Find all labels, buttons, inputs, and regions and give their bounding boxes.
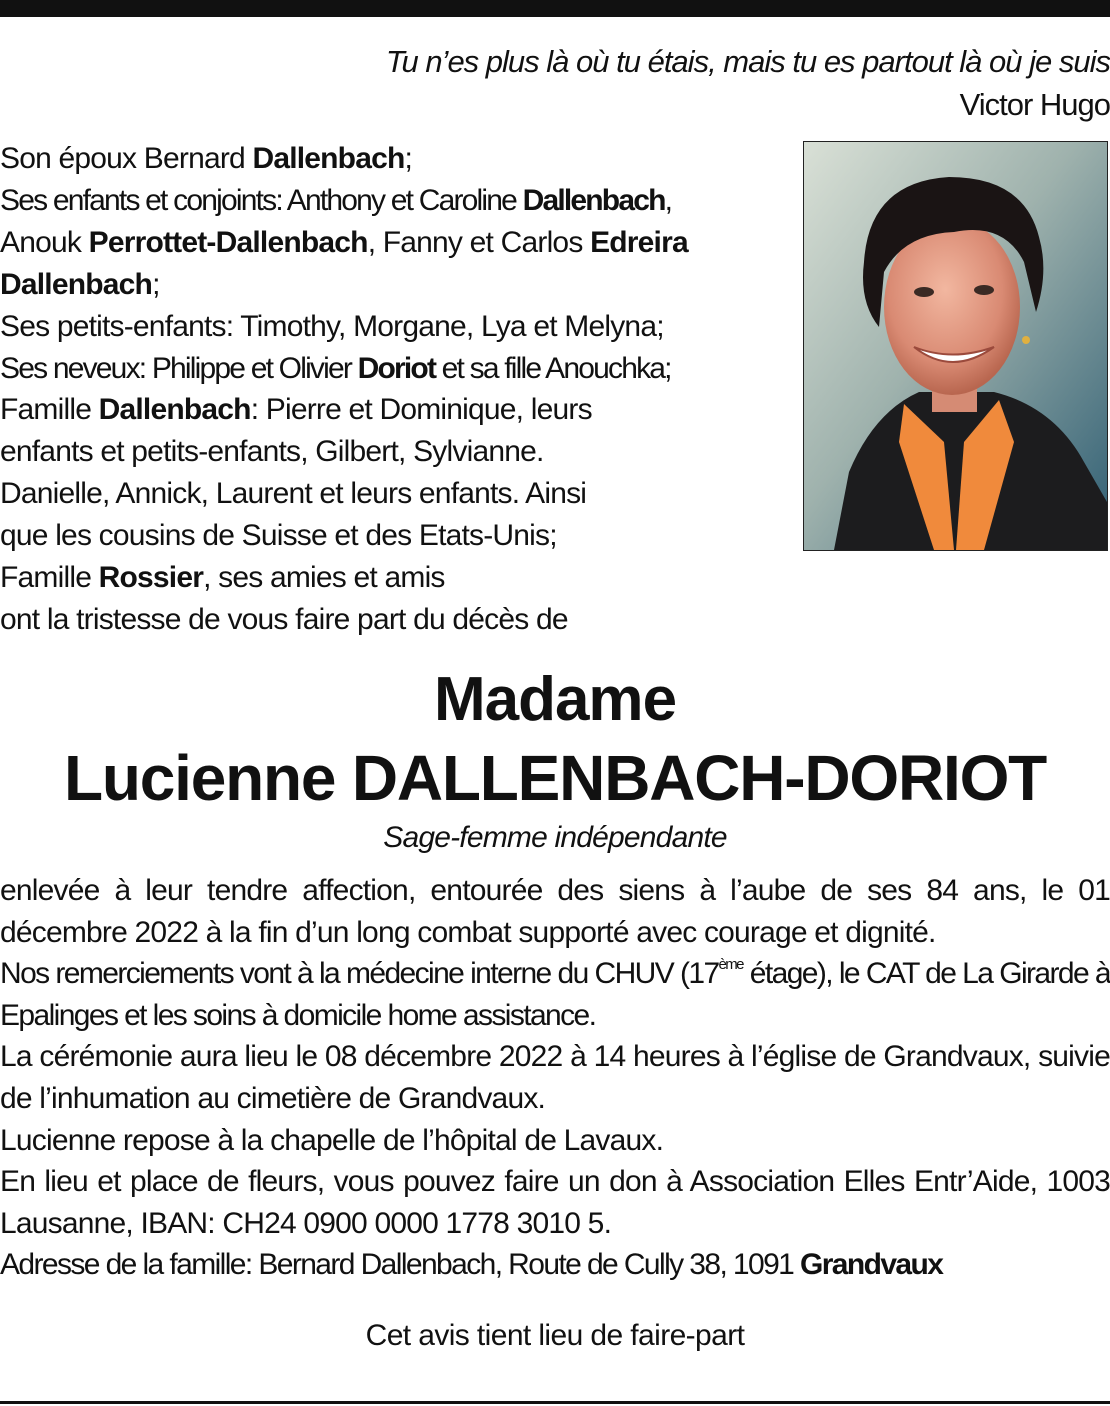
paragraph-resting: Lucienne repose à la chapelle de l’hôpital de Lavaux.: [0, 1123, 664, 1157]
text: ;: [152, 267, 160, 301]
text: ;: [404, 142, 413, 175]
family-line: Danielle, Annick, Laurent et leurs enfants. Ainsi: [0, 477, 587, 511]
text: Famille: [0, 393, 99, 427]
epigraph: [200, 40, 1110, 126]
surname: Doriot: [357, 351, 436, 385]
text: Adresse de la famille: Bernard Dallenbach, Route de Cully 38, 1091: [0, 1248, 800, 1282]
family-list: [0, 138, 790, 641]
surname: Dallenbach: [522, 183, 665, 217]
text: étage), le CAT de La Girarde à Epalinges et les soins à domicile home assistance.: [0, 957, 1110, 1032]
deceased-name: Lucienne DALLENBACH-DORIOT: [63, 742, 1047, 814]
paragraph-donation: En lieu et place de fleurs, vous pouvez faire un don à Association Elles Entr’Aide, 1003 Lausanne, IBAN: CH24 0900 0000 1778 3010 5.: [0, 1165, 1110, 1240]
superscript: ème: [718, 956, 743, 974]
text: : Pierre et Dominique, leurs: [250, 393, 592, 427]
family-line: [0, 389, 790, 431]
text: Son époux Bernard: [0, 142, 253, 175]
surname: Dallenbach: [0, 267, 153, 301]
text: et sa fille Anouchka;: [435, 351, 671, 385]
profession: Sage-femme indépendante: [383, 821, 727, 854]
family-line: que les cousins de Suisse et des Etats-Unis;: [0, 519, 557, 553]
surname: Perrottet-Dallenbach: [88, 225, 368, 259]
epigraph-text: Tu n’es plus là où tu étais, mais tu es partout là où je suis: [385, 44, 1110, 79]
text: Famille: [0, 561, 99, 595]
family-line: enfants et petits-enfants, Gilbert, Sylvianne.: [0, 435, 544, 469]
epigraph-author: Victor Hugo: [959, 87, 1110, 122]
honorific: Madame: [433, 665, 677, 734]
text: Ses neveux: Philippe et Olivier: [0, 351, 358, 385]
text: Nos remerciements vont à la médecine interne du CHUV (17: [0, 957, 719, 991]
deceased-name-block: [0, 662, 1110, 858]
portrait-image: [804, 142, 1107, 550]
family-line: Ses petits-enfants: Timothy, Morgane, Lya et Melyna;: [0, 309, 664, 343]
surname: Rossier: [98, 561, 204, 595]
town: Grandvaux: [800, 1248, 943, 1282]
text: , ses amies et amis: [203, 561, 445, 595]
family-line: [0, 222, 790, 264]
portrait-photo: [803, 141, 1108, 551]
family-line: ont la tristesse de vous faire part du décès de: [0, 602, 568, 636]
surname: Dallenbach: [252, 142, 405, 175]
paragraph-thanks: [0, 953, 1110, 1036]
top-rule: [0, 0, 1110, 17]
bottom-rule: [0, 1401, 1110, 1404]
family-line: [0, 348, 790, 390]
paragraph-address: [0, 1244, 1110, 1286]
surname: Dallenbach: [98, 393, 251, 427]
family-line: [0, 180, 790, 222]
text: Anouk: [0, 225, 89, 259]
family-line: [0, 557, 790, 599]
surname: Edreira: [590, 225, 688, 259]
family-line: [0, 138, 790, 180]
announcement-body: [0, 870, 1110, 1286]
paragraph-passing: enlevée à leur tendre affection, entourée des siens à l’aube de ses 84 ans, le 01 décembre 2022 à la fin d’un long combat supporté avec courage et dignité.: [0, 874, 1110, 949]
paragraph-ceremony: La cérémonie aura lieu le 08 décembre 2022 à 14 heures à l’église de Grandvaux, suivie de l’inhumation au cimetière de Grandvaux.: [0, 1040, 1110, 1115]
text: Ses enfants et conjoints: Anthony et Caroline: [0, 183, 523, 217]
family-line: [0, 264, 790, 306]
text: , Fanny et Carlos: [367, 225, 591, 259]
closing-note: Cet avis tient lieu de faire-part: [365, 1319, 745, 1352]
text: ,: [664, 183, 672, 217]
